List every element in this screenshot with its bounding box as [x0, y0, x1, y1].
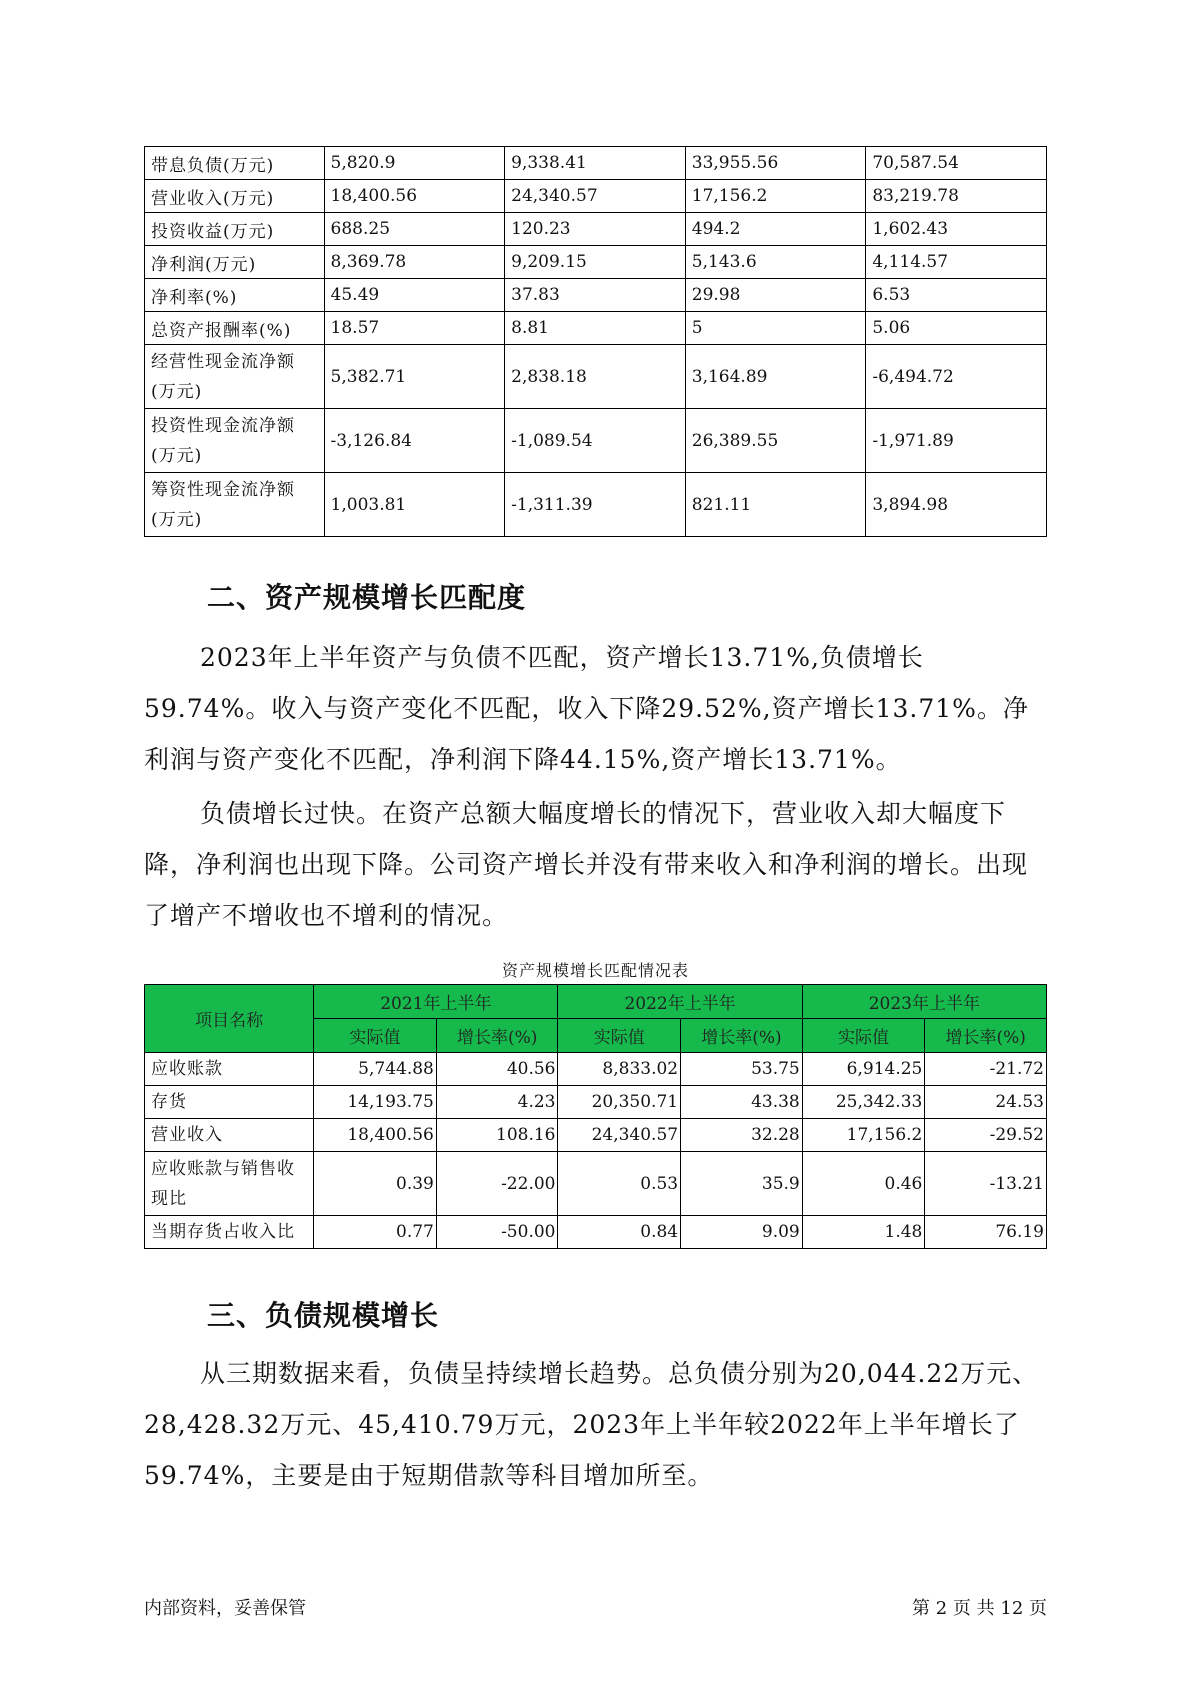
cell: 45.49: [324, 279, 505, 312]
paragraph: 从三期数据来看，负债呈持续增长趋势。总负债分别为20,044.22万元、28,428.32万元、45,410.79万元，2023年上半年较2022年上半年增长了59.74%，主要是由于短期借款等科目增加所至。: [144, 1359, 1039, 1490]
row-label: 应收账款: [145, 1053, 314, 1086]
table-row: [145, 1086, 1047, 1119]
cell: 24,340.57: [505, 180, 686, 213]
item-name-header: 项目名称: [145, 985, 314, 1053]
cell: 24.53: [925, 1086, 1047, 1119]
cell: 5,744.88: [314, 1053, 437, 1086]
cell: 4,114.57: [866, 246, 1047, 279]
cell: 18.57: [324, 312, 505, 345]
growth-rate-header: 增长率(%): [681, 1019, 803, 1053]
cell: 0.84: [558, 1216, 681, 1249]
table-row: [145, 213, 1047, 246]
cell: -1,311.39: [505, 473, 686, 537]
header-row: [145, 985, 1047, 1019]
table-row: [145, 1216, 1047, 1249]
growth-rate-header: 增长率(%): [436, 1019, 558, 1053]
cell: 17,156.2: [685, 180, 866, 213]
cell: 1,602.43: [866, 213, 1047, 246]
cell: 53.75: [681, 1053, 803, 1086]
cell: 4.23: [436, 1086, 558, 1119]
cell: 5.06: [866, 312, 1047, 345]
cell: 18,400.56: [324, 180, 505, 213]
cell: 20,350.71: [558, 1086, 681, 1119]
table-row: [145, 180, 1047, 213]
financial-indicators-table: [144, 146, 1047, 537]
paragraph: 2023年上半年资产与负债不匹配，资产增长13.71%,负债增长59.74%。收入与资产变化不匹配，收入下降29.52%,资产增长13.71%。净利润与资产变化不匹配，净利润下降44.15%,资产增长13.71%。: [144, 643, 1029, 774]
cell: 9,338.41: [505, 147, 686, 180]
cell: 76.19: [925, 1216, 1047, 1249]
cell: 688.25: [324, 213, 505, 246]
row-label: 存货: [145, 1086, 314, 1119]
footer-confidential-note: 内部资料，妥善保管: [144, 1598, 306, 1619]
row-label: 投资收益(万元): [145, 213, 325, 246]
cell: 43.38: [681, 1086, 803, 1119]
cell: 6.53: [866, 279, 1047, 312]
actual-value-header: 实际值: [314, 1019, 437, 1053]
table-row: [145, 279, 1047, 312]
row-label: 筹资性现金流净额(万元): [145, 473, 325, 537]
cell: 8,833.02: [558, 1053, 681, 1086]
cell: 26,389.55: [685, 409, 866, 473]
cell: 1,003.81: [324, 473, 505, 537]
paragraph: 负债增长过快。在资产总额大幅度增长的情况下，营业收入却大幅度下降，净利润也出现下降。公司资产增长并没有带来收入和净利润的增长。出现了增产不增收也不增利的情况。: [144, 799, 1029, 930]
cell: 17,156.2: [802, 1119, 925, 1152]
footer-page-number: 第 2 页 共 12 页: [912, 1598, 1047, 1619]
cell: 0.46: [802, 1152, 925, 1216]
table-row: [145, 1152, 1047, 1216]
cell: 8.81: [505, 312, 686, 345]
table-row: [145, 147, 1047, 180]
row-label: 当期存货占收入比: [145, 1216, 314, 1249]
cell: 108.16: [436, 1119, 558, 1152]
cell: 9.09: [681, 1216, 803, 1249]
cell: 5,143.6: [685, 246, 866, 279]
cell: 5,382.71: [324, 345, 505, 409]
row-label: 净利率(%): [145, 279, 325, 312]
cell: -29.52: [925, 1119, 1047, 1152]
cell: 35.9: [681, 1152, 803, 1216]
cell: -13.21: [925, 1152, 1047, 1216]
period-header: 2021年上半年: [314, 985, 558, 1019]
cell: 33,955.56: [685, 147, 866, 180]
cell: 0.77: [314, 1216, 437, 1249]
cell: 5,820.9: [324, 147, 505, 180]
cell: 120.23: [505, 213, 686, 246]
row-label: 带息负债(万元): [145, 147, 325, 180]
cell: -1,971.89: [866, 409, 1047, 473]
cell: 0.53: [558, 1152, 681, 1216]
row-label: 营业收入(万元): [145, 180, 325, 213]
row-label: 净利润(万元): [145, 246, 325, 279]
actual-value-header: 实际值: [802, 1019, 925, 1053]
row-label: 经营性现金流净额(万元): [145, 345, 325, 409]
cell: 40.56: [436, 1053, 558, 1086]
cell: -22.00: [436, 1152, 558, 1216]
cell: 8,369.78: [324, 246, 505, 279]
period-header: 2023年上半年: [802, 985, 1046, 1019]
growth-rate-header: 增长率(%): [925, 1019, 1047, 1053]
cell: 18,400.56: [314, 1119, 437, 1152]
cell: 32.28: [681, 1119, 803, 1152]
cell: 9,209.15: [505, 246, 686, 279]
cell: 5: [685, 312, 866, 345]
cell: 1.48: [802, 1216, 925, 1249]
table-row: [145, 1119, 1047, 1152]
asset-growth-match-table: [144, 984, 1047, 1249]
table-row: [145, 473, 1047, 537]
period-header: 2022年上半年: [558, 985, 802, 1019]
cell: 2,838.18: [505, 345, 686, 409]
row-label: 应收账款与销售收现比: [145, 1152, 314, 1216]
section-heading: 三、负债规模增长: [207, 1299, 440, 1332]
cell: 29.98: [685, 279, 866, 312]
cell: 6,914.25: [802, 1053, 925, 1086]
cell: 3,164.89: [685, 345, 866, 409]
cell: 24,340.57: [558, 1119, 681, 1152]
cell: -50.00: [436, 1216, 558, 1249]
cell: 3,894.98: [866, 473, 1047, 537]
cell: -6,494.72: [866, 345, 1047, 409]
cell: 25,342.33: [802, 1086, 925, 1119]
row-label: 投资性现金流净额(万元): [145, 409, 325, 473]
actual-value-header: 实际值: [558, 1019, 681, 1053]
cell: 70,587.54: [866, 147, 1047, 180]
cell: 821.11: [685, 473, 866, 537]
cell: -3,126.84: [324, 409, 505, 473]
section-heading: 二、资产规模增长匹配度: [207, 581, 527, 614]
table-row: [145, 312, 1047, 345]
cell: 83,219.78: [866, 180, 1047, 213]
table-row: [145, 345, 1047, 409]
cell: -21.72: [925, 1053, 1047, 1086]
row-label: 总资产报酬率(%): [145, 312, 325, 345]
row-label: 营业收入: [145, 1119, 314, 1152]
table-caption: 资产规模增长匹配情况表: [501, 961, 689, 980]
table-row: [145, 1053, 1047, 1086]
cell: 494.2: [685, 213, 866, 246]
cell: -1,089.54: [505, 409, 686, 473]
cell: 0.39: [314, 1152, 437, 1216]
cell: 14,193.75: [314, 1086, 437, 1119]
table-row: [145, 409, 1047, 473]
table-row: [145, 246, 1047, 279]
cell: 37.83: [505, 279, 686, 312]
